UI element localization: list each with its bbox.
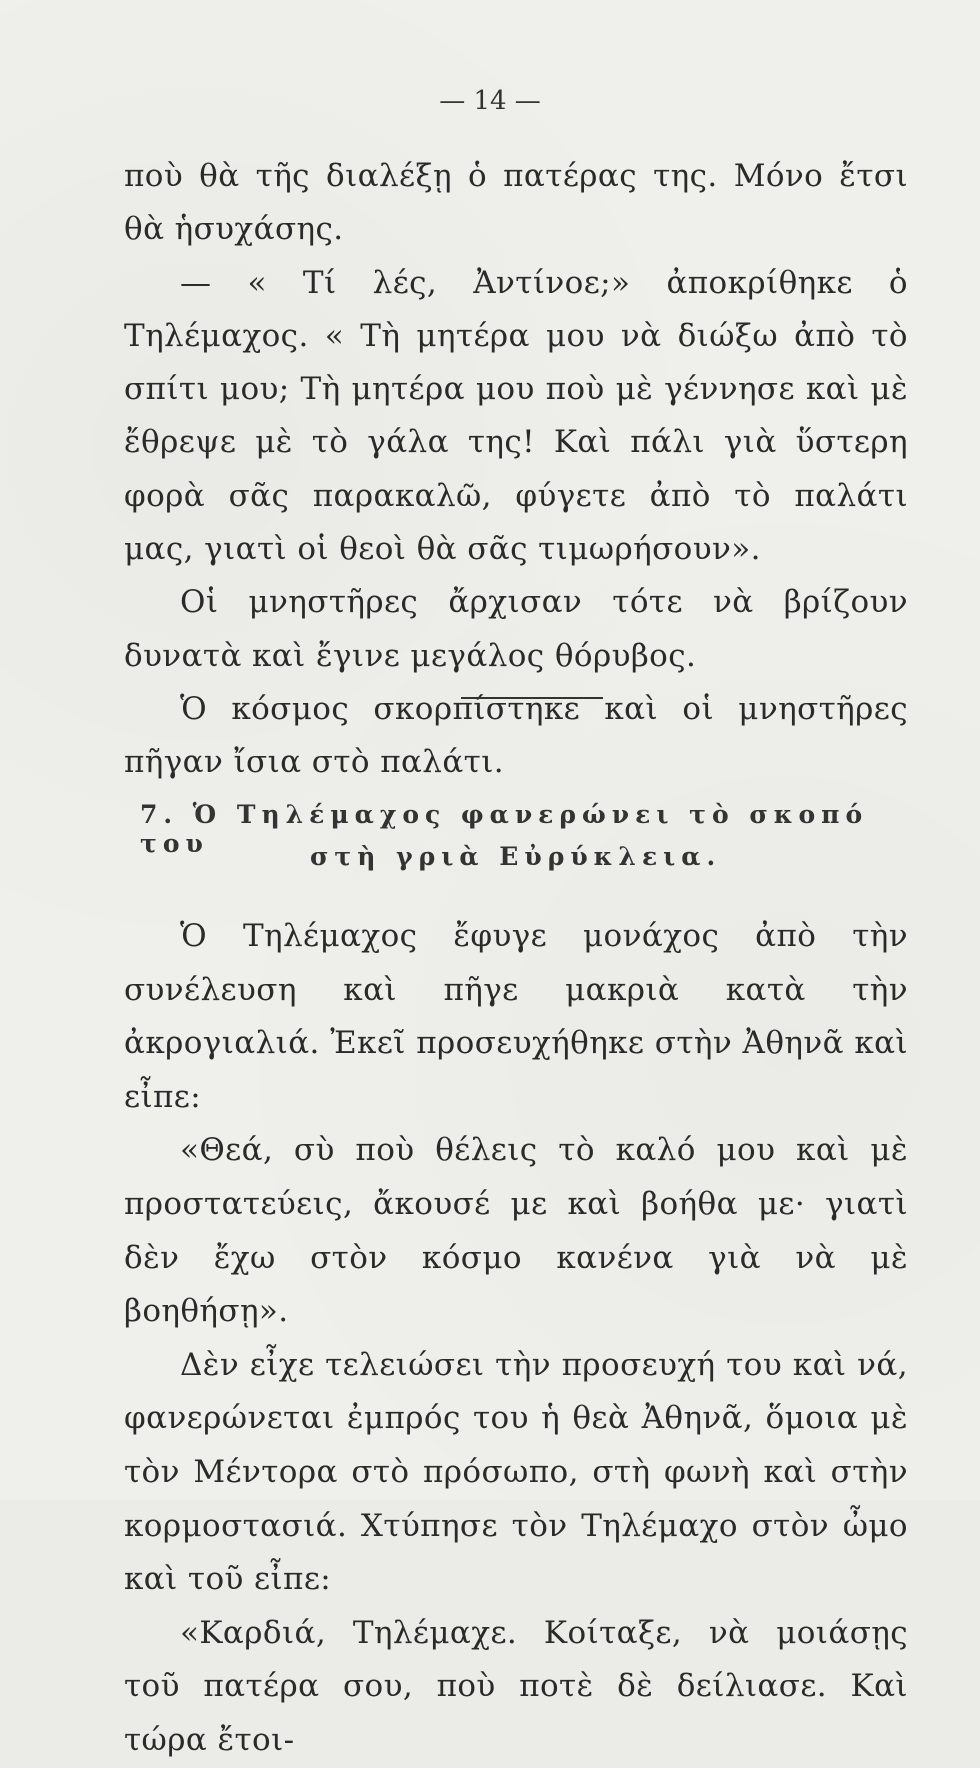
paragraph: «Θεά, σὺ ποὺ θέλεις τὸ καλό μου καὶ μὲ προστατεύεις, ἄκουσέ με καὶ βοήθα με· γιατὶ δὲν ἔχω στὸν κόσμο κανένα γιὰ νὰ μὲ βοηθήσῃ».	[124, 1132, 908, 1330]
chapter-heading-line-2: στὴ γριὰ Εὐρύκλεια.	[310, 842, 722, 871]
paragraph: Οἱ μνηστῆρες ἄρχισαν τότε νὰ βρίζουν δυνατὰ καὶ ἔγινε μεγάλος θόρυβος.	[124, 584, 908, 674]
text-block-top	[124, 150, 908, 790]
section-divider	[461, 697, 603, 699]
text-block-bottom	[124, 910, 908, 1768]
page-number: — 14 —	[439, 86, 541, 116]
paragraph: Δὲν εἶχε τελειώσει τὴν προσευχή του καὶ νά, φανερώνεται ἐμπρός του ἡ θεὰ Ἀθηνᾶ, ὅμοια μὲ τὸν Μέντορα στὸ πρόσωπο, στὴ φωνὴ καὶ στὴν κορμοστασιά. Χτύπησε τὸν Τηλέμαχο στὸν ὦμο καὶ τοῦ εἶπε:	[124, 1346, 908, 1598]
paragraph: «Καρδιά, Τηλέμαχε. Κοίταξε, νὰ μοιάσῃς τοῦ πατέρα σου, ποὺ ποτὲ δὲ δείλιασε. Καὶ τώρα ἔτοι-	[124, 1614, 908, 1758]
paragraph: ποὺ θὰ τῆς διαλέξῃ ὁ πατέρας της. Μόνο ἔτσι θὰ ἡσυχάσης.	[124, 158, 908, 248]
paragraph: Ὁ κόσμος σκορπίστηκε καὶ οἱ μνηστῆρες πῆγαν ἴσια στὸ παλάτι.	[124, 690, 908, 781]
paragraph: — « Τί λές, Ἀντίνοε;» ἀποκρίθηκε ὁ Τηλέμαχος. « Τὴ μητέρα μου νὰ διώξω ἀπὸ τὸ σπίτι μου; Τὴ μητέρα μου ποὺ μὲ γέννησε καὶ μὲ ἔθρεψε μὲ τὸ γάλα της! Καὶ πάλι γιὰ ὕστερη φορὰ σᾶς παρακαλῶ, φύγετε ἀπὸ τὸ παλάτι μας, γιατὶ οἱ θεοὶ θὰ σᾶς τιμωρήσουν».	[124, 264, 908, 568]
chapter-heading-line-1: 7. Ὁ Τηλέμαχος φανερώνει τὸ σκοπό του	[140, 800, 869, 858]
paragraph: Ὁ Τηλέμαχος ἔφυγε μονάχος ἀπὸ τὴν συνέλευση καὶ πῆγε μακριὰ κατὰ τὴν ἀκρογιαλιά. Ἐκεῖ προσευχήθηκε στὴν Ἀθηνᾶ καὶ εἶπε:	[124, 918, 908, 1115]
